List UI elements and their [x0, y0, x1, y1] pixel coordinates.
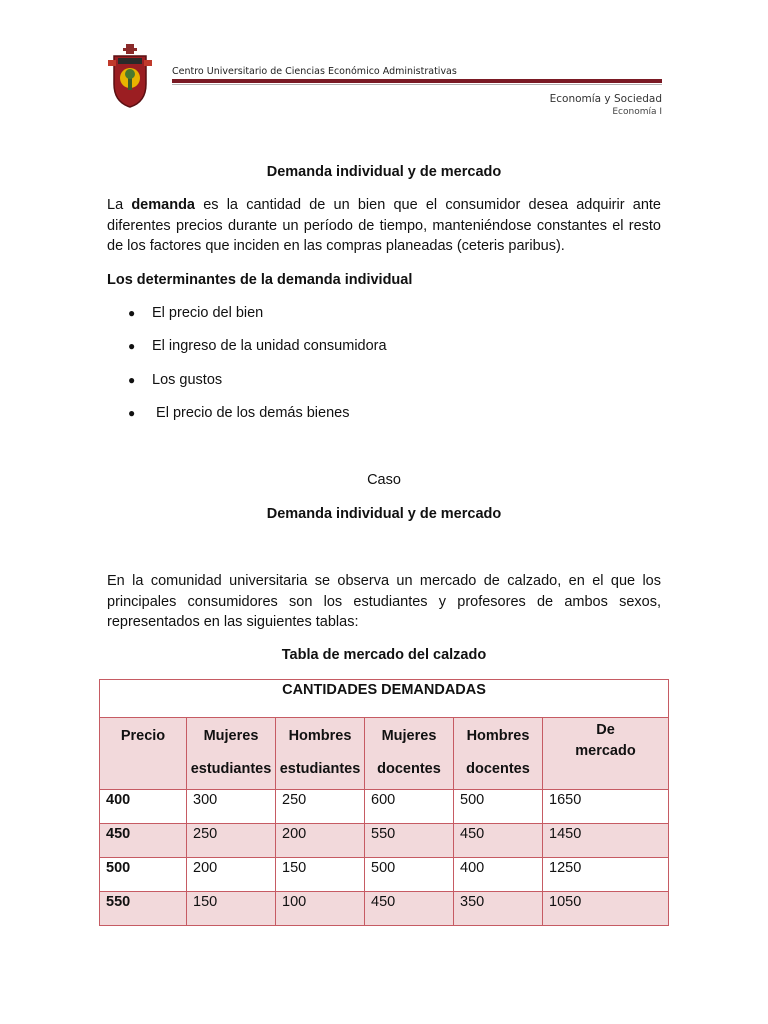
determinants-heading: Los determinantes de la demanda individual [107, 272, 413, 288]
table-cell: 500 [365, 858, 454, 892]
table-cell: 400 [454, 858, 543, 892]
table-title: Tabla de mercado del calzado [281, 647, 487, 663]
table-cell: 150 [187, 892, 276, 926]
market-demand-table [99, 679, 669, 926]
definition-paragraph [107, 195, 661, 257]
header-mujeres-estudiantes: Mujeres estudiantes [187, 718, 276, 790]
bullet-icon: ● [128, 306, 136, 320]
table-cell: 400 [100, 790, 187, 824]
table-cell: 200 [276, 824, 365, 858]
table-cell: 450 [454, 824, 543, 858]
table-cell: 450 [100, 824, 187, 858]
course-name: Economía y Sociedad [549, 93, 662, 105]
definition-text: es la cantidad de un bien que el consumidor desea adquirir ante diferentes precios durante un período de tiempo, manteniéndose constantes el resto de los factores que inciden en las compras planeadas (ceteris paribus). [107, 197, 661, 254]
table-cell: 450 [365, 892, 454, 926]
table-cell: 350 [454, 892, 543, 926]
header-divider [172, 84, 662, 85]
case-label: Caso [367, 472, 401, 488]
table-cell: 1650 [543, 790, 669, 824]
table-caption-row [100, 680, 669, 718]
table-cell: 550 [365, 824, 454, 858]
header-accent-rule [172, 79, 662, 83]
list-item: ● El precio de los demás bienes [128, 402, 387, 435]
table-cell: 550 [100, 892, 187, 926]
course-subname: Economía I [612, 107, 662, 117]
case-title: Demanda individual y de mercado [266, 506, 502, 522]
list-item: ● Los gustos [128, 369, 387, 402]
table-row [100, 892, 669, 926]
university-crest-logo [106, 44, 154, 108]
header-precio: Precio [100, 718, 187, 790]
institution-name: Centro Universitario de Ciencias Económico Administrativas [172, 66, 457, 77]
definition-term: demanda [131, 197, 195, 213]
determinants-list [128, 302, 387, 435]
header-hombres-estudiantes: Hombres estudiantes [276, 718, 365, 790]
table-cell: 1250 [543, 858, 669, 892]
list-item: ● El ingreso de la unidad consumidora [128, 335, 387, 368]
table-cell: 250 [276, 790, 365, 824]
table-cell: 1050 [543, 892, 669, 926]
table-cell: 500 [100, 858, 187, 892]
table-row [100, 790, 669, 824]
list-item: ● El precio del bien [128, 302, 387, 335]
table-cell: 150 [276, 858, 365, 892]
page-title: Demanda individual y de mercado [266, 164, 502, 180]
header-de-mercado: De mercado [543, 718, 669, 790]
table-header-row [100, 718, 669, 790]
table-caption: CANTIDADES DEMANDADAS [100, 680, 669, 718]
table-cell: 500 [454, 790, 543, 824]
header-hombres-docentes: Hombres docentes [454, 718, 543, 790]
course-label [550, 93, 662, 119]
case-paragraph: En la comunidad universitaria se observa un mercado de calzado, en el que los principales consumidores son los estudiantes y profesores de ambos sexos, representados en las siguientes tablas: [107, 573, 661, 630]
bullet-icon: ● [128, 339, 136, 354]
table-cell: 600 [365, 790, 454, 824]
bullet-icon: ● [128, 405, 136, 420]
bullet-icon: ● [128, 372, 136, 387]
table-cell: 250 [187, 824, 276, 858]
table-cell: 100 [276, 892, 365, 926]
table-row [100, 824, 669, 858]
table-cell: 300 [187, 790, 276, 824]
header-mujeres-docentes: Mujeres docentes [365, 718, 454, 790]
table-cell: 200 [187, 858, 276, 892]
table-cell: 1450 [543, 824, 669, 858]
table-row [100, 858, 669, 892]
definition-lead: La [107, 197, 132, 213]
